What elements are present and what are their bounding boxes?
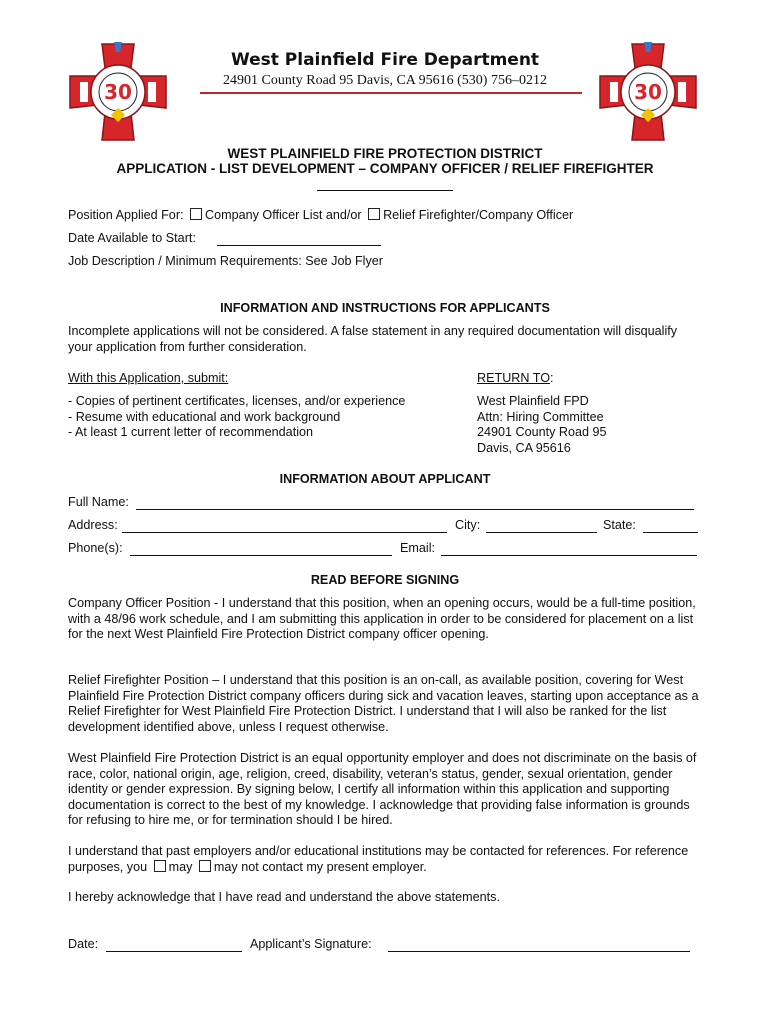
department-address: 24901 County Road 95 Davis, CA 95616 (530) 756–0212 <box>223 73 547 88</box>
company-officer-option: Company Officer List and/or <box>205 208 362 222</box>
return-line: Attn: Hiring Committee <box>477 409 604 424</box>
job-description-line: Job Description / Minimum Requirements: See Job Flyer <box>68 254 383 268</box>
address-field[interactable] <box>122 532 447 533</box>
application-title: APPLICATION - LIST DEVELOPMENT – COMPANY OFFICER / RELIEF FIREFIGHTER <box>116 161 654 176</box>
signature-label: Applicant’s Signature: <box>250 937 372 951</box>
full-name-label: Full Name: <box>68 495 129 509</box>
submit-heading: With this Application, submit: <box>68 371 229 385</box>
submit-item: - Resume with educational and work background <box>68 409 341 424</box>
city-field[interactable] <box>486 532 597 533</box>
may-not-option: may not contact my present employer. <box>213 859 427 874</box>
phone-field[interactable] <box>130 555 392 556</box>
city-label: City: <box>455 518 481 532</box>
phone-label: Phone(s): <box>68 541 123 555</box>
address-label: Address: <box>68 518 118 532</box>
email-field[interactable] <box>441 555 697 556</box>
acknowledgement-text: I hereby acknowledge that I have read and understand the above statements. <box>68 890 500 904</box>
applicant-heading: INFORMATION ABOUT APPLICANT <box>279 472 491 486</box>
svg-text:30: 30 <box>104 80 132 104</box>
return-line: Davis, CA 95616 <box>477 440 571 455</box>
svg-text:30: 30 <box>634 80 662 104</box>
title-underline <box>317 190 453 191</box>
return-colon: : <box>550 371 554 385</box>
full-name-field[interactable] <box>136 509 694 510</box>
return-line: West Plainfield FPD <box>477 394 589 408</box>
references-statement <box>68 844 700 875</box>
header-divider <box>200 92 582 94</box>
may-contact-checkbox[interactable] <box>154 860 166 872</box>
date-available-label: Date Available to Start: <box>68 231 196 245</box>
position-row <box>68 208 573 222</box>
position-label: Position Applied For: <box>68 208 184 222</box>
instructions-heading: INFORMATION AND INSTRUCTIONS FOR APPLICANTS <box>220 301 550 315</box>
return-heading-text: RETURN TO <box>477 371 551 385</box>
relief-firefighter-option: Relief Firefighter/Company Officer <box>383 208 574 222</box>
submit-item: - Copies of pertinent certificates, licenses, and/or experience <box>68 394 406 408</box>
signing-heading: READ BEFORE SIGNING <box>310 573 460 587</box>
state-label: State: <box>603 518 636 532</box>
references-text: I understand that past employers and/or educational institutions may be contacted for references. For reference purposes, you <box>68 844 689 874</box>
return-line: 24901 County Road 95 <box>477 425 607 439</box>
date-label: Date: <box>68 937 99 951</box>
return-heading <box>477 371 554 385</box>
return-address <box>477 394 607 456</box>
relief-firefighter-checkbox[interactable] <box>368 208 380 220</box>
equal-opportunity-statement: West Plainfield Fire Protection District is an equal opportunity employer and does not discriminate on the basis of race, color, national origin, age, religion, creed, disability, veteran’s status, gender, sexual orientation, gender identity or gender expression. By signing below, I certify all information within this application and supporting documentation is correct to the best of my knowledge. I acknowledge that providing false information is grounds for refusing to hire me, or for termination should I be hired. <box>68 751 697 827</box>
signature-field[interactable] <box>388 951 690 952</box>
company-officer-checkbox[interactable] <box>190 208 202 220</box>
instructions-text: Incomplete applications will not be considered. A false statement in any required documentation will disqualify your application from further consideration. <box>68 324 678 354</box>
company-officer-statement: Company Officer Position - I understand that this position, when an opening occurs, would be a full-time position, with a 48/96 work schedule, and I am submitting this application in order to be considered for placement on a list for the next West Plainfield Fire Protection District company officer opening. <box>68 596 696 641</box>
relief-firefighter-statement: Relief Firefighter Position – I understand that this position is an on-call, as available position, covering for West Plainfield Fire Protection District company officers during sick and vacation leaves, starting upon acceptance as a Relief Firefighter for West Plainfield Fire Protection District. I understand that I will also be ranked for the list development identified above, unless I request otherwise. <box>68 673 699 734</box>
submit-item: - At least 1 current letter of recommendation <box>68 425 313 439</box>
email-label: Email: <box>400 541 435 555</box>
district-title: WEST PLAINFIELD FIRE PROTECTION DISTRICT <box>227 146 543 161</box>
state-field[interactable] <box>643 532 698 533</box>
may-not-contact-checkbox[interactable] <box>199 860 211 872</box>
department-name: West Plainfield Fire Department <box>230 50 540 70</box>
may-option: may <box>168 859 193 874</box>
date-field[interactable] <box>106 951 242 952</box>
submit-list <box>68 394 405 441</box>
date-available-field[interactable] <box>217 245 381 246</box>
